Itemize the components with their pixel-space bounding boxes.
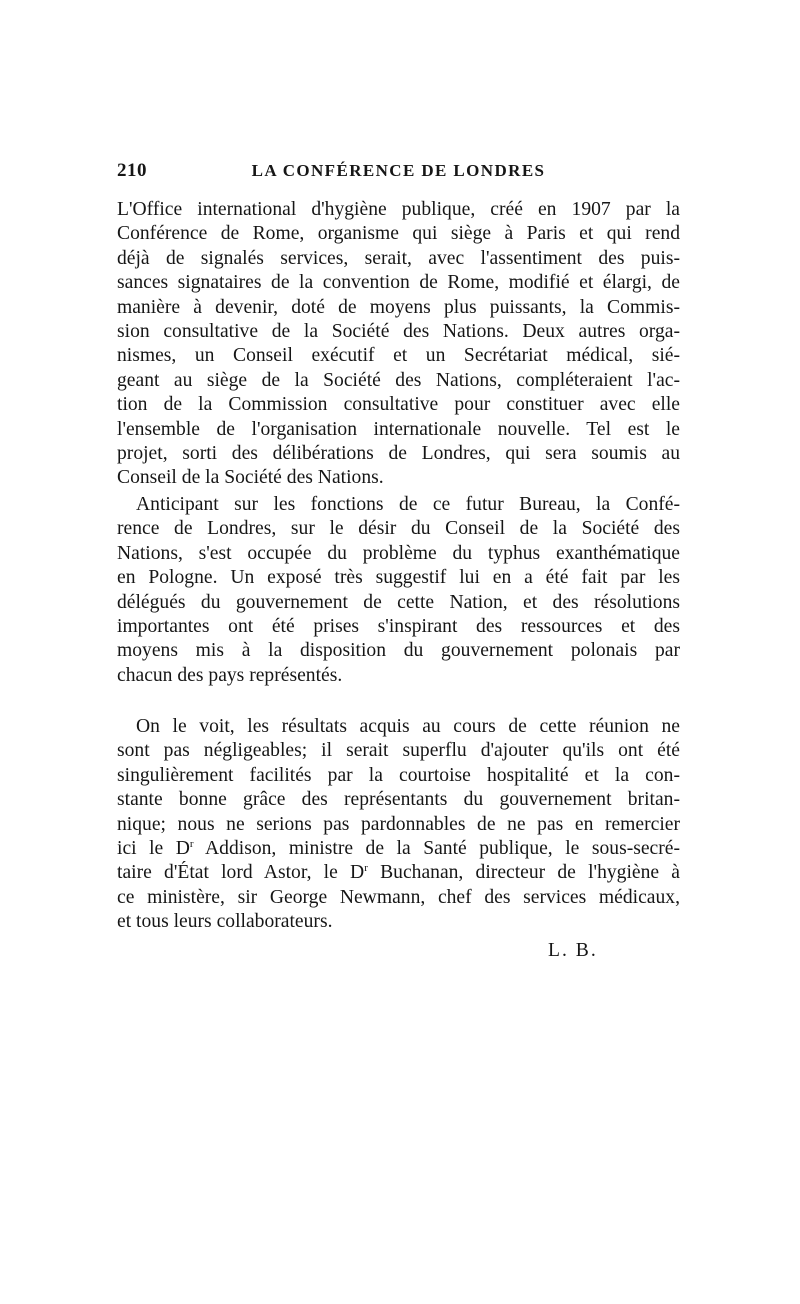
text-line: nique; nous ne serions pas pardonnables de ne pas en remercier — [117, 813, 680, 835]
paragraph-typhus-pologne — [117, 493, 680, 688]
text-line: l'ensemble de l'organisation internationale nouvelle. Tel est le — [117, 418, 680, 440]
text-line: geant au siège de la Société des Nations, compléteraient l'ac- — [117, 369, 680, 391]
doctor-abbrev-superscript: r — [364, 862, 368, 875]
text-line: importantes ont été prises s'inspirant des ressources et des — [117, 615, 680, 637]
text-line: Nations, s'est occupée du problème du typhus exanthématique — [117, 542, 680, 564]
author-signature: L. B. — [548, 940, 598, 961]
text-line-buchanan — [117, 861, 680, 885]
text-line: Conférence de Rome, organisme qui siège à Paris et qui rend — [117, 223, 680, 245]
text-line: singulièrement facilités par la courtoise hospitalité et la con- — [117, 764, 680, 786]
text-line: sion consultative de la Société des Nations. Deux autres orga- — [117, 320, 680, 342]
paragraph-conclusion — [117, 715, 680, 935]
doctor-abbrev-superscript: r — [189, 837, 194, 850]
running-head — [117, 160, 680, 184]
text-line: On le voit, les résultats acquis au cours de cette réunion ne — [136, 716, 680, 737]
text-line: sont pas négligeables; il serait superflu d'ajouter qu'ils ont été — [117, 740, 680, 762]
text-line: moyens mis à la disposition du gouvernement polonais par — [117, 640, 680, 662]
text-line: en Pologne. Un exposé très suggestif lui en a été fait par les — [117, 567, 680, 589]
text-line: chacun des pays représentés. — [117, 664, 343, 686]
text-line: sances signataires de la convention de Rome, modifié et élargi, de — [117, 272, 680, 294]
text-line: Anticipant sur les fonctions de ce futur Bureau, la Confé- — [136, 494, 680, 515]
text-line: stante bonne grâce des représentants du gouvernement britan- — [117, 789, 680, 811]
text-line: L'Office international d'hygiène publique, créé en 1907 par la — [117, 199, 680, 220]
text-line: déjà de signalés services, serait, avec l'assentiment des puis- — [117, 247, 680, 269]
text-line: Conseil de la Société des Nations. — [117, 467, 384, 489]
text-line: tion de la Commission consultative pour constituer avec elle — [117, 394, 680, 416]
text-segment: Buchanan, directeur de l'hygiène à — [367, 862, 680, 884]
text-line-addison — [117, 837, 680, 861]
text-line: nismes, un Conseil exécutif et un Secrétariat médical, sié- — [117, 345, 680, 367]
text-segment: taire d'État lord Astor, le D — [117, 862, 365, 884]
text-line: délégués du gouvernement de cette Nation, et des résolutions — [117, 591, 680, 613]
paragraph-office-international — [117, 198, 680, 491]
text-line: et tous leurs collaborateurs. — [117, 911, 333, 933]
text-line: ce ministère, sir George Newmann, chef des services médicaux, — [117, 886, 680, 908]
page-number: 210 — [117, 160, 147, 181]
text-segment: Addison, ministre de la Santé publique, le sous-secré- — [193, 837, 680, 859]
text-line: projet, sorti des délibérations de Londres, qui sera soumis au — [117, 442, 680, 464]
text-segment: ici le D — [117, 837, 190, 859]
text-line: manière à devenir, doté de moyens plus puissants, la Commis- — [117, 296, 680, 318]
running-title: LA CONFÉRENCE DE LONDRES — [251, 161, 546, 180]
text-line: rence de Londres, sur le désir du Conseil de la Société des — [117, 518, 680, 540]
